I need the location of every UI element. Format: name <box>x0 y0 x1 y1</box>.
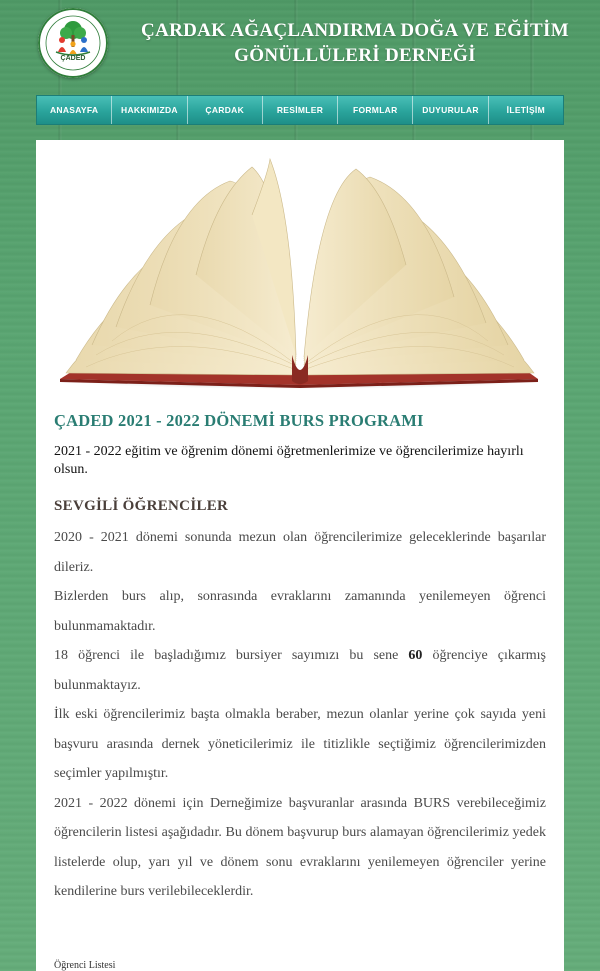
paragraph-renewal: Bizlerden burs alıp, sonrasında evraklarını zamanında yenilemeyen öğrenci bulunmamaktadır. <box>54 589 546 634</box>
logo-emblem-icon <box>38 8 108 78</box>
site-title[interactable] <box>120 18 590 68</box>
site-title-line-2: GÖNÜLLÜLERİ DERNEĞİ <box>234 45 476 66</box>
article-title: ÇADED 2021 - 2022 DÖNEMİ BURS PROGRAMI <box>54 411 424 430</box>
scholar-count-text-before: 18 öğrenci ile başladığımız bursiyer sayımızı bu sene <box>54 648 409 663</box>
nav-item-iletisim[interactable]: İLETİŞİM <box>506 105 545 115</box>
nav-item-hakkimizda[interactable]: HAKKIMIZDA <box>112 96 187 124</box>
scholar-count-value: 60 <box>408 648 423 663</box>
paragraph-scholar-count <box>54 641 546 700</box>
main-content <box>36 140 564 971</box>
open-book-image <box>56 155 544 390</box>
paragraph-list-info: 2021 - 2022 dönemi için Derneğimize başvuranlar arasında BURS verebileceğimiz öğrencilerin listesi aşağıdadır. Bu dönem başvurup burs alamayan öğrencilerimiz yedek listelerde olup, yarı yıl ve dönem sonu evraklarını yenilemeyen öğrenciler yerine kendilerine burs verilebileceklerdir. <box>54 795 546 899</box>
main-navigation <box>36 95 564 125</box>
nav-item-formlar[interactable]: FORMLAR <box>338 96 413 124</box>
association-logo[interactable] <box>38 8 108 78</box>
article <box>54 411 546 907</box>
article-intro: 2021 - 2022 eğitim ve öğrenim dönemi öğretmenlerimize ve öğrencilerimize hayırlı olsun. <box>54 444 524 477</box>
article-subheading: SEVGİLİ ÖĞRENCİLER <box>54 498 229 514</box>
paragraph-graduates: 2020 - 2021 dönemi sonunda mezun olan öğrencilerimize geleceklerinde başarılar dileriz. <box>54 530 546 575</box>
paragraph-selection: İlk eski öğrencilerimiz başta olmakla beraber, mezun olanlar yerine çok sayıda yeni başvuru arasında dernek yöneticilerimiz ile titizlikle seçtiğimiz öğrencilerimizden seçimler yapılmıştır. <box>54 707 546 781</box>
nav-item-duyurular[interactable]: DUYURULAR <box>413 96 488 124</box>
nav-item-anasayfa[interactable]: ANASAYFA <box>37 96 112 124</box>
logo-text: ÇADED <box>60 55 86 62</box>
nav-item-resimler[interactable]: RESİMLER <box>263 96 338 124</box>
student-list-label[interactable]: Öğrenci Listesi <box>54 960 116 971</box>
scholar-count-text-after: öğrenciye çıkarmış bulunmaktayız. <box>54 648 547 693</box>
site-title-line-1: ÇARDAK AĞAÇLANDIRMA DOĞA VE EĞİTİM <box>141 20 569 41</box>
open-book-icon <box>56 155 544 390</box>
site-header <box>0 0 600 92</box>
nav-item-cardak[interactable]: ÇARDAK <box>188 96 263 124</box>
